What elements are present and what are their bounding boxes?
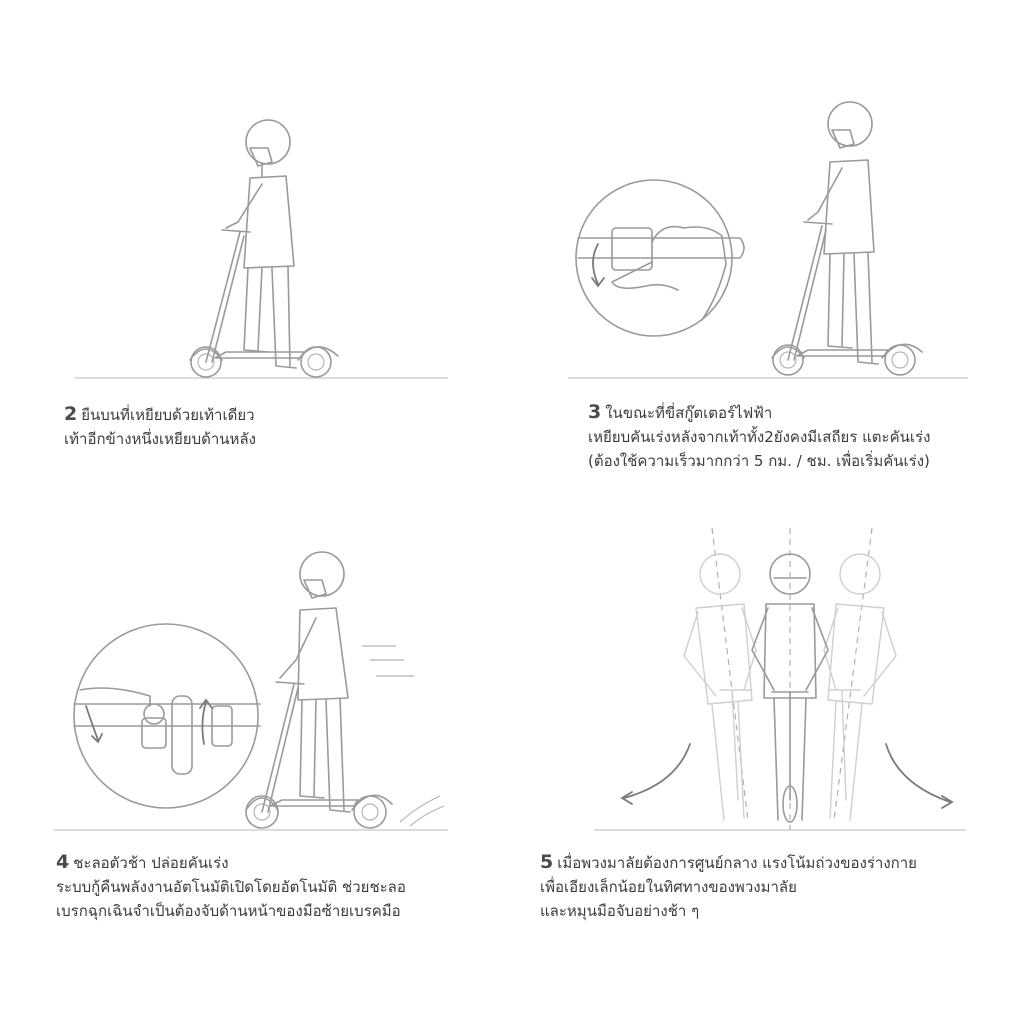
rear-wheel — [354, 796, 386, 828]
rider-left-ghost — [684, 554, 756, 820]
deck — [215, 352, 304, 358]
stem — [262, 684, 294, 812]
bell-icon — [144, 704, 164, 724]
arm — [808, 168, 842, 220]
step-3-panel — [512, 0, 1024, 500]
caption-line: เมื่อพวงมาลัยต้องการศูนย์กลาง แรงโน้มถ่วงของร่างกาย — [557, 854, 917, 872]
step-3-illustration — [512, 0, 1024, 400]
rotate-arrow-left — [86, 706, 98, 740]
step-2-caption — [64, 402, 256, 451]
step-number: 4 — [56, 851, 70, 873]
rotate-arrow-right — [202, 702, 206, 744]
deck — [797, 350, 888, 356]
caption-line: ในขณะที่ขี่สกู๊ตเตอร์ไฟฟ้า — [605, 404, 773, 422]
caption-line: และหมุนมือจับอย่างช้า ๆ — [540, 902, 700, 920]
step-3-caption — [588, 400, 930, 473]
torso — [824, 160, 874, 254]
step-5-caption — [540, 850, 917, 923]
caption-line: ชะลอตัวช้า ปล่อยคันเร่ง — [73, 854, 229, 872]
step-number: 5 — [540, 851, 554, 873]
step-4-caption — [56, 850, 406, 923]
caption-line: เหยียบคันเร่งหลังจากเท้าทั้ง2ยังคงมีเสถียร แตะคันเร่ง — [588, 428, 931, 446]
rider-right-ghost — [824, 554, 896, 820]
torso — [298, 608, 348, 700]
step-5-illustration — [512, 500, 1024, 850]
leg-back — [272, 268, 296, 368]
caption-line: เพื่อเอียงเล็กน้อยในทิศทางของพวงมาลัย — [540, 878, 797, 896]
speed-lines — [362, 646, 414, 676]
leg-front — [828, 254, 852, 348]
caption-line: ระบบกู้คืนพลังงานอัตโนมัติเปิดโดยอัตโนมัติ ช่วยชะลอ — [56, 878, 406, 896]
zoom-circle-brake — [74, 624, 258, 808]
step-4-panel — [0, 500, 512, 1024]
stem — [206, 232, 240, 362]
throttle-lever — [172, 696, 192, 774]
caption-line: (ต้องใช้ความเร็วมากกว่า 5 กม. / ชม. เพื่อเริ่มคันเร่ง) — [588, 452, 930, 470]
arm — [226, 184, 262, 228]
turn-arrow-left — [624, 744, 690, 798]
handlebar-top — [276, 682, 304, 684]
caption-line: เท้าอีกข้างหนึ่งเหยียบด้านหลัง — [64, 430, 256, 448]
brake-housing — [142, 718, 166, 748]
throttle-lever — [612, 228, 652, 270]
leg-front — [244, 268, 268, 352]
step-4-illustration — [0, 500, 512, 850]
step-number: 3 — [588, 401, 602, 423]
step-2-illustration — [0, 0, 512, 400]
step-5-panel — [512, 500, 1024, 1024]
caption-line: ยืนบนที่เหยียบด้วยเท้าเดียว — [81, 406, 255, 424]
deck — [270, 800, 358, 806]
rotate-arrow — [593, 244, 598, 284]
leg-front — [300, 700, 324, 798]
helmet — [300, 552, 344, 596]
step-number: 2 — [64, 403, 78, 425]
leg-back — [326, 700, 350, 812]
leg-back — [854, 254, 878, 364]
turn-arrow-right — [886, 744, 950, 802]
hand-icon — [612, 227, 726, 320]
helmet — [246, 120, 290, 164]
step-2-panel — [0, 0, 512, 500]
caption-line: เบรกฉุกเฉินจำเป็นต้องจับด้านหน้าของมือซ้ายเบรคมือ — [56, 902, 401, 920]
helmet — [828, 102, 872, 146]
lean-line-left — [712, 528, 748, 820]
handlebar-grip — [578, 238, 744, 258]
handlebar — [804, 222, 832, 224]
stem — [788, 226, 822, 360]
torso — [244, 176, 294, 268]
